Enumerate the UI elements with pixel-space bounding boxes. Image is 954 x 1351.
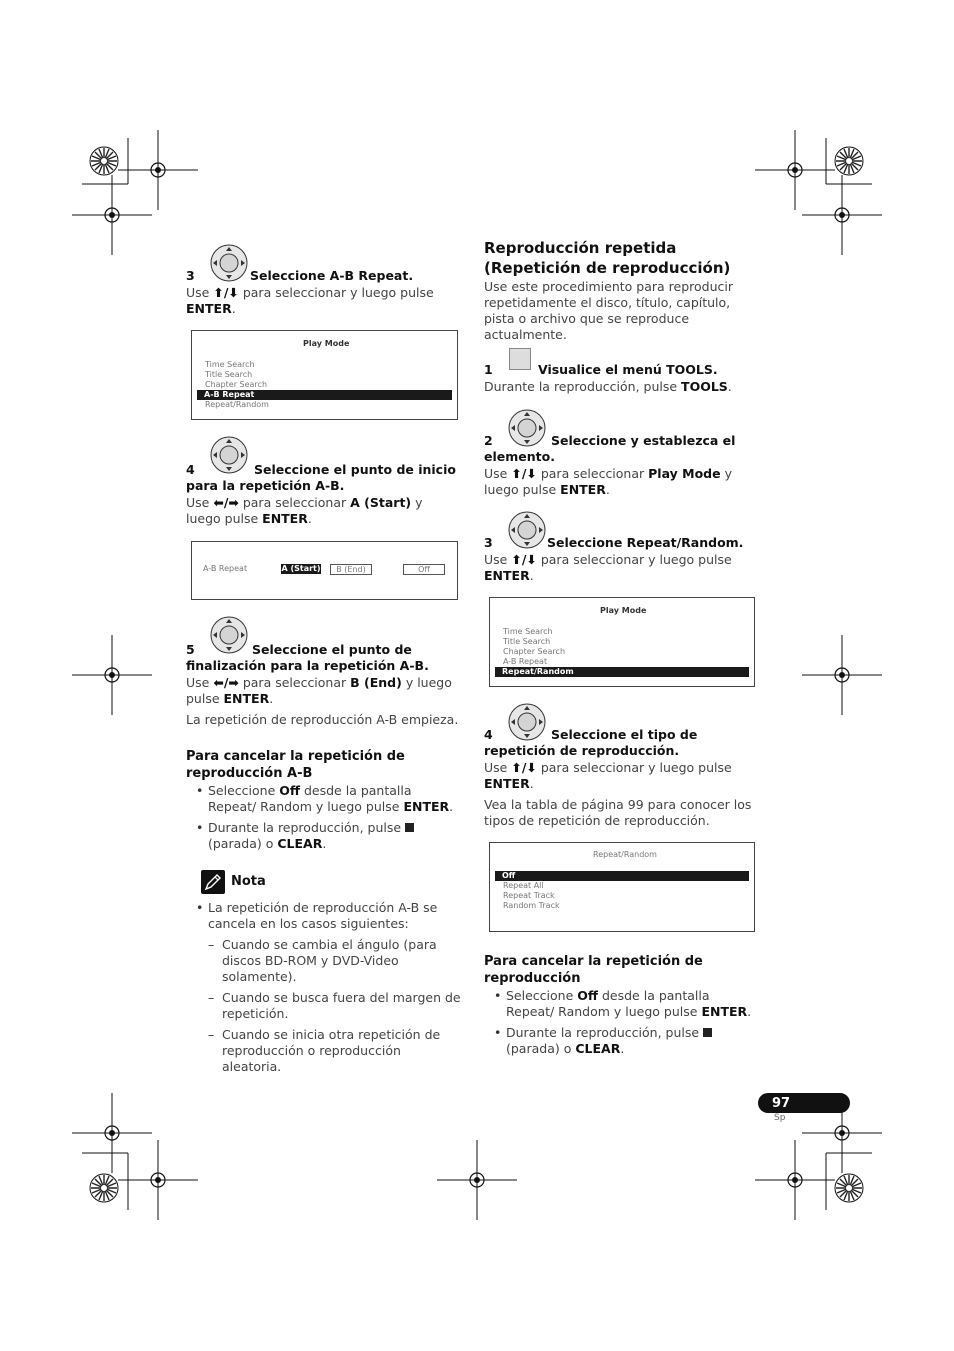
ab-repeat-screen: A-B Repeat A (Start) B (End) Off xyxy=(191,541,458,600)
table-reference: Vea la tabla de página 99 para conocer los tipos de repetición de reproducción. xyxy=(484,797,752,828)
list-item: • Durante la reproducción, pulse (parada) o CLEAR. xyxy=(186,820,462,852)
step-number: 3 xyxy=(186,268,195,283)
step-title: Seleccione y establezca el elemento. xyxy=(484,433,736,464)
stop-icon xyxy=(703,1028,712,1037)
page-number: 97 xyxy=(772,1096,791,1111)
note-title: Nota xyxy=(231,874,266,889)
list-item: • Seleccione Off desde la pantalla Repeat/ Random y luego pulse ENTER. xyxy=(484,988,760,1020)
off-field: Off xyxy=(403,564,445,575)
arrow-left-right-icon: ⬅/➡ xyxy=(213,675,239,690)
list-item: – Cuando se busca fuera del margen de repetición. xyxy=(186,990,462,1022)
list-item: • Durante la reproducción, pulse (parada) o CLEAR. xyxy=(484,1025,760,1057)
end-field: B (End) xyxy=(330,564,372,575)
intro-text: Use este procedimiento para reproducir repetidamente el disco, título, capítulo, pista o archivo que se reproduce actualmente. xyxy=(484,279,734,342)
play-mode-screen: Play Mode Time Search Title Search Chapter Search A-B Repeat Repeat/Random xyxy=(489,597,755,687)
start-field: A (Start) xyxy=(281,564,321,573)
list-item: – Cuando se inicia otra repetición de reproducción o reproducción aleatoria. xyxy=(186,1027,462,1075)
ab-start-text: La repetición de reproducción A-B empieza. xyxy=(186,712,459,727)
menu-highlight: A-B Repeat xyxy=(197,390,452,400)
list-item: • Seleccione Off desde la pantalla Repeat/ Random y luego pulse ENTER. xyxy=(186,783,462,815)
cancel-ab-heading: Para cancelar la repetición de reproducción A-B xyxy=(186,749,405,781)
arrow-up-down-icon: ⬆/⬇ xyxy=(213,285,239,300)
note-icon xyxy=(201,870,225,894)
list-item: – Cuando se cambia el ángulo (para discos BD-ROM y DVD-Video solamente). xyxy=(186,937,462,985)
repeat-random-screen: Repeat/Random Off Repeat All Repeat Track Random Track xyxy=(489,842,755,932)
menu-highlight: Off xyxy=(495,871,749,881)
play-mode-screen: Play Mode Time Search Title Search Chapter Search A-B Repeat Repeat/Random xyxy=(191,330,458,420)
cancel-repeat-heading: Para cancelar la repetición de reproducción xyxy=(484,954,703,986)
arrow-up-down-icon: ⬆/⬇ xyxy=(511,552,537,567)
stop-icon xyxy=(405,823,414,832)
step-title: Seleccione el tipo de repetición de reproducción. xyxy=(484,727,698,758)
language-code: Sp xyxy=(774,1113,786,1123)
step-title: Seleccione A-B Repeat. xyxy=(250,268,414,283)
step-title: Seleccione el punto de finalización para la repetición A-B. xyxy=(186,642,429,673)
arrow-left-right-icon: ⬅/➡ xyxy=(213,495,239,510)
list-item: • La repetición de reproducción A-B se cancela en los casos siguientes: xyxy=(186,900,462,932)
section-heading: Reproducción repetida (Repetición de reproducción) xyxy=(484,239,731,277)
arrow-up-down-icon: ⬆/⬇ xyxy=(511,760,537,775)
step-title: Seleccione el punto de inicio para la repetición A-B. xyxy=(186,462,456,493)
step-title: Seleccione Repeat/Random. xyxy=(547,535,744,550)
arrow-up-down-icon: ⬆/⬇ xyxy=(511,466,537,481)
step-title: Visualice el menú TOOLS. xyxy=(538,362,718,377)
menu-highlight: Repeat/Random xyxy=(495,667,749,677)
